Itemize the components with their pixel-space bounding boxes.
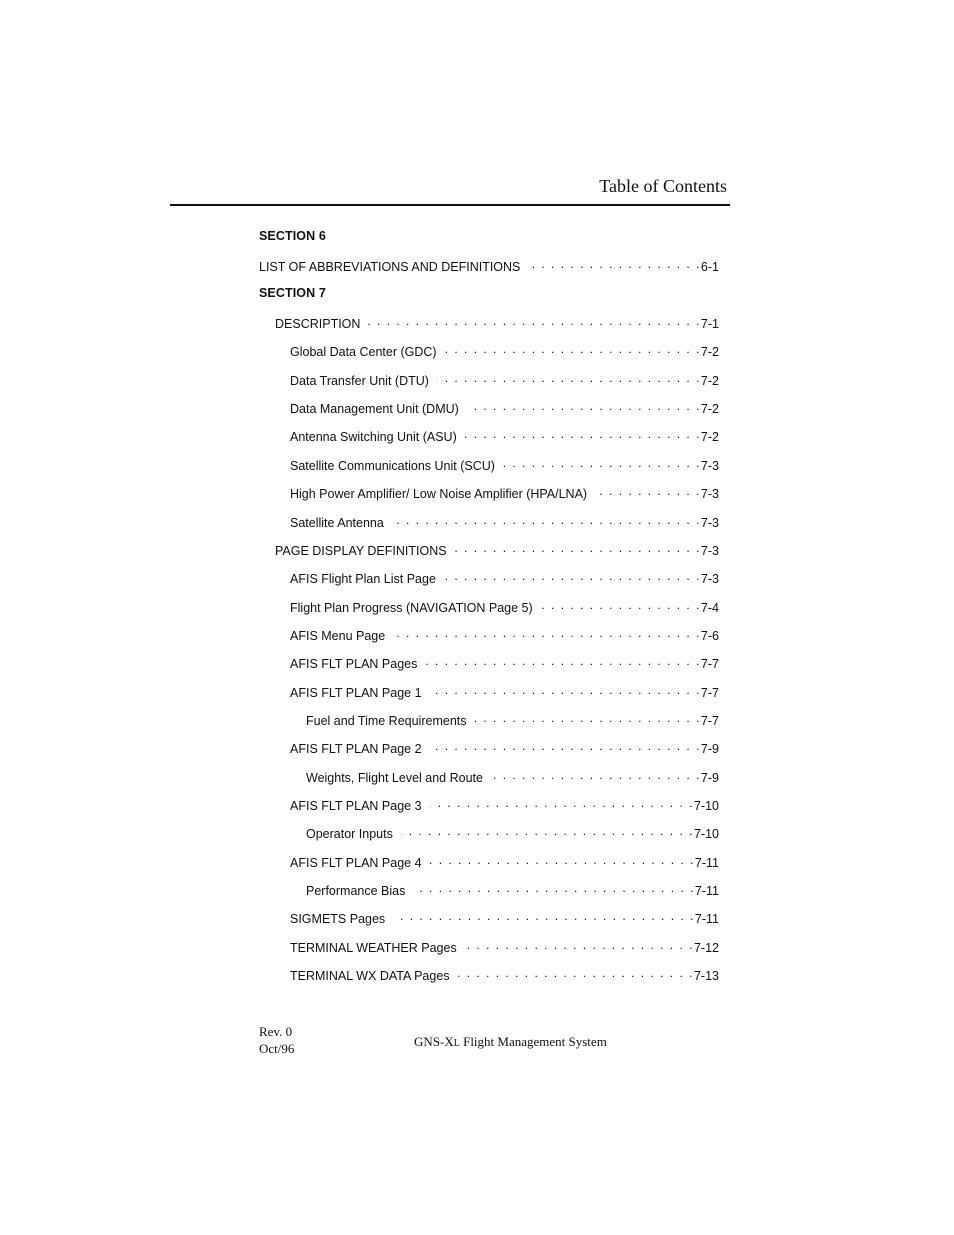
toc-entry-title: DESCRIPTION	[275, 317, 361, 331]
toc-entry-page: 7-11	[694, 912, 719, 926]
toc-entry-title: LIST OF ABBREVIATIONS AND DEFINITIONS	[259, 260, 521, 274]
toc-entry-title: Operator Inputs	[306, 827, 393, 841]
toc-entry-title: AFIS FLT PLAN Pages	[290, 657, 418, 671]
toc-entry-page: 7-3	[700, 459, 719, 473]
dot-leader	[444, 569, 701, 583]
toc-entry-page: 7-7	[700, 657, 719, 671]
toc-entry[interactable]	[290, 342, 719, 358]
dot-leader	[430, 739, 701, 753]
dot-leader	[401, 824, 694, 838]
toc-entry[interactable]	[306, 711, 719, 727]
toc-entry-title: Antenna Switching Unit (ASU)	[290, 430, 457, 444]
toc-entry-page: 7-6	[700, 629, 719, 643]
toc-entry-page: 7-13	[693, 969, 719, 983]
footer-title-suffix: Flight Management System	[459, 1034, 607, 1049]
dot-leader	[425, 654, 701, 668]
toc-entry-title: Satellite Antenna	[290, 516, 384, 530]
toc-entry[interactable]	[290, 796, 719, 812]
dot-leader	[467, 399, 701, 413]
toc-entry-title: Data Management Unit (DMU)	[290, 402, 459, 416]
toc-entry-title: AFIS FLT PLAN Page 2	[290, 742, 422, 756]
toc-entry[interactable]	[306, 768, 719, 784]
toc-entry[interactable]	[290, 626, 719, 642]
toc-entry-title: AFIS FLT PLAN Page 4	[290, 856, 422, 870]
toc-entry-title: AFIS Menu Page	[290, 629, 386, 643]
section-heading: SECTION 7	[259, 286, 326, 300]
toc-entry-page: 7-3	[700, 516, 719, 530]
toc-entry-title: PAGE DISPLAY DEFINITIONS	[275, 544, 447, 558]
dot-leader	[475, 711, 701, 725]
dot-leader	[455, 541, 701, 555]
toc-entry[interactable]	[290, 938, 719, 954]
footer-document-title	[414, 1034, 607, 1050]
toc-entry-page: 7-10	[693, 827, 719, 841]
toc-entry[interactable]	[290, 399, 719, 415]
toc-entry-title: Satellite Communications Unit (SCU)	[290, 459, 495, 473]
toc-entry[interactable]	[290, 683, 719, 699]
toc-entry-page: 7-10	[693, 799, 719, 813]
toc-entry[interactable]	[290, 598, 719, 614]
toc-entry-page: 7-3	[700, 487, 719, 501]
toc-entry-title: TERMINAL WX DATA Pages	[290, 969, 450, 983]
dot-leader	[491, 768, 701, 782]
dot-leader	[430, 683, 701, 697]
dot-leader	[368, 314, 700, 328]
toc-entry-title: Global Data Center (GDC)	[290, 345, 437, 359]
dot-leader	[445, 342, 701, 356]
toc-entry-page: 7-9	[700, 742, 719, 756]
toc-entry[interactable]	[290, 513, 719, 529]
toc-entry-title: Fuel and Time Requirements	[306, 714, 467, 728]
toc-entry-page: 7-3	[700, 572, 719, 586]
toc-entry[interactable]	[290, 484, 719, 500]
toc-entry-page: 7-11	[694, 856, 719, 870]
toc-entry-title: Weights, Flight Level and Route	[306, 771, 483, 785]
dot-leader	[413, 881, 695, 895]
toc-entry[interactable]	[290, 654, 719, 670]
toc-entry-page: 7-7	[700, 686, 719, 700]
footer-title-small: L	[453, 1038, 460, 1049]
toc-entry[interactable]	[290, 456, 719, 472]
toc-entry[interactable]	[290, 909, 719, 925]
footer-revision	[259, 1023, 294, 1057]
toc-entry-page: 7-3	[700, 544, 719, 558]
toc-entry[interactable]	[290, 739, 719, 755]
toc-entry-page: 7-9	[700, 771, 719, 785]
toc-entry-page: 7-2	[700, 430, 719, 444]
toc-entry[interactable]	[275, 314, 719, 330]
toc-entry-page: 7-4	[700, 601, 719, 615]
dot-leader	[437, 371, 701, 385]
toc-entry-title: SIGMETS Pages	[290, 912, 386, 926]
toc-entry-title: AFIS Flight Plan List Page	[290, 572, 436, 586]
toc-entry[interactable]	[306, 881, 719, 897]
toc-entry-title: TERMINAL WEATHER Pages	[290, 941, 457, 955]
toc-entry-page: 7-12	[693, 941, 719, 955]
dot-leader	[541, 598, 701, 612]
toc-entry-page: 7-2	[700, 374, 719, 388]
toc-entry[interactable]	[306, 824, 719, 840]
toc-entry[interactable]	[290, 853, 719, 869]
toc-entry-page: 6-1	[700, 260, 719, 274]
toc-entry[interactable]	[290, 966, 719, 982]
page-title: Table of Contents	[599, 176, 727, 196]
toc-entry-page: 7-7	[700, 714, 719, 728]
footer-title-prefix: GNS-X	[414, 1034, 454, 1049]
dot-leader	[392, 513, 701, 527]
toc-entry[interactable]	[290, 569, 719, 585]
revision-date: Oct/96	[259, 1041, 295, 1056]
toc-entry-page: 7-2	[700, 345, 719, 359]
dot-leader	[393, 626, 701, 640]
toc-entry-page: 7-11	[694, 884, 719, 898]
dot-leader	[595, 484, 701, 498]
toc-entry-title: AFIS FLT PLAN Page 3	[290, 799, 422, 813]
dot-leader	[430, 796, 694, 810]
dot-leader	[528, 257, 701, 271]
toc-entry[interactable]	[275, 541, 719, 557]
revision-number: Rev. 0	[259, 1024, 293, 1039]
toc-entry[interactable]	[290, 427, 719, 443]
toc-entry[interactable]	[290, 371, 719, 387]
toc-entry-page: 7-1	[700, 317, 719, 331]
toc-entry[interactable]	[259, 257, 719, 273]
toc-entry-title: High Power Amplifier/ Low Noise Amplifier (HPA/LNA)	[290, 487, 588, 501]
dot-leader	[430, 853, 695, 867]
toc-entry-title: AFIS FLT PLAN Page 1	[290, 686, 422, 700]
dot-leader	[503, 456, 701, 470]
toc-entry-title: Performance Bias	[306, 884, 406, 898]
dot-leader	[393, 909, 695, 923]
toc-entry-title: Flight Plan Progress (NAVIGATION Page 5)	[290, 601, 533, 615]
toc-entry-title: Data Transfer Unit (DTU)	[290, 374, 429, 388]
dot-leader	[465, 427, 701, 441]
dot-leader	[458, 966, 694, 980]
section-heading: SECTION 6	[259, 229, 326, 243]
dot-leader	[465, 938, 694, 952]
toc-entry-page: 7-2	[700, 402, 719, 416]
